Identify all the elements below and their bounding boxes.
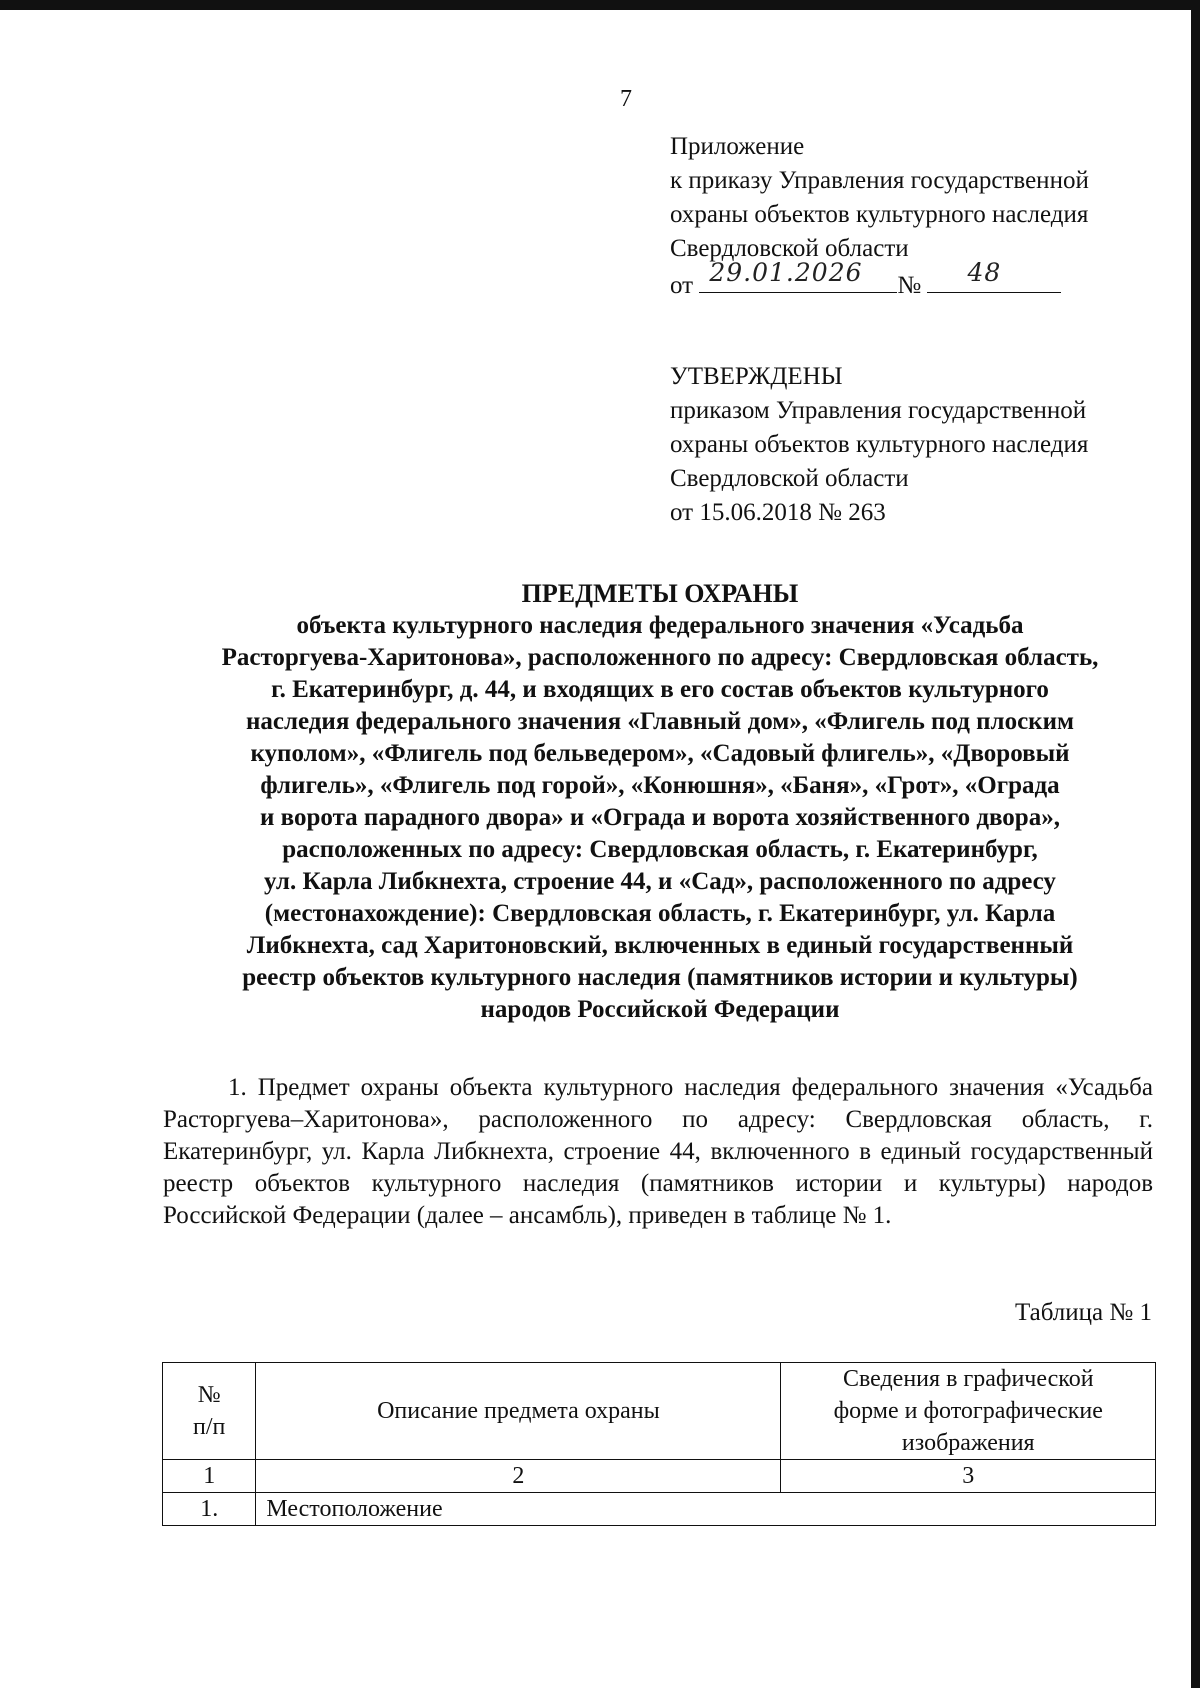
index-cell: 2	[256, 1460, 781, 1493]
document-heading	[160, 578, 1160, 1026]
header-number-abbrev: п/п	[193, 1414, 226, 1440]
handwritten-date: 29.01.2026	[709, 258, 863, 287]
header-number	[163, 1363, 256, 1460]
heading-line: реестр объектов культурного наследия (памятников истории и культуры)	[242, 964, 1078, 991]
body-paragraph: 1. Предмет охраны объекта культурного наследия федерального значения «Усадьба Расторгуева–Харитонова», расположенного по адресу: Свердловская область, г. Екатеринбург, ул. Карла Либкнехта, строение 44, включенного в единый государственный реестр объектов культурного наследия (памятников истории и культуры) народов Российской Федерации (далее – ансамбль), приведен в таблице № 1.	[163, 1074, 1153, 1229]
heading-line: (местонахождение): Свердловская область, г. Екатеринбург, ул. Карла	[264, 900, 1056, 927]
heading-line: флигель», «Флигель под горой», «Конюшня», «Баня», «Грот», «Ограда	[260, 772, 1060, 799]
heading-line: объекта культурного наследия федерального значения «Усадьба	[296, 612, 1024, 639]
approved-line: приказом Управления государственной	[670, 397, 1087, 424]
appendix-line: к приказу Управления государственной	[670, 167, 1089, 194]
heading-line: и ворота парадного двора» и «Ограда и ворота хозяйственного двора»,	[260, 804, 1060, 831]
appendix-line: охраны объектов культурного наследия	[670, 201, 1089, 228]
table-label: Таблица № 1	[1014, 1299, 1152, 1326]
approved-line: охраны объектов культурного наследия	[670, 431, 1089, 458]
table-header-row	[163, 1363, 1156, 1460]
heading-line: народов Российской Федерации	[480, 996, 840, 1023]
header-graphics-line: форме и фотографические	[833, 1398, 1103, 1424]
header-description: Описание предмета охраны	[256, 1363, 781, 1460]
table-row	[163, 1493, 1156, 1526]
heading-line: Расторгуева-Харитонова», расположенного по адресу: Свердловская область,	[221, 644, 1099, 671]
header-graphics-line: изображения	[901, 1430, 1035, 1456]
scan-edge-right	[1191, 0, 1200, 1688]
date-prefix: от	[670, 272, 694, 299]
number-field	[927, 258, 1061, 293]
protection-table	[162, 1362, 1156, 1526]
heading-line: расположенных по адресу: Свердловская область, г. Екатеринбург,	[282, 836, 1038, 863]
heading-line: ул. Карла Либкнехта, строение 44, и «Сад», расположенного по адресу	[264, 868, 1056, 895]
approved-line: Свердловской области	[670, 465, 909, 492]
row-number: 1.	[163, 1493, 256, 1526]
header-number-sign: №	[197, 1382, 221, 1408]
heading-line: куполом», «Флигель под бельведером», «Садовый флигель», «Дворовый	[250, 740, 1070, 767]
appendix-title: Приложение	[670, 133, 805, 160]
heading-line: Либкнехта, сад Харитоновский, включенных в единый государственный	[246, 932, 1074, 959]
heading-line: г. Екатеринбург, д. 44, и входящих в его состав объектов культурного	[271, 676, 1049, 703]
header-graphics	[781, 1363, 1156, 1460]
row-section-title: Местоположение	[256, 1493, 1156, 1526]
heading-main: ПРЕДМЕТЫ ОХРАНЫ	[521, 579, 799, 608]
approved-date: от 15.06.2018 № 263	[670, 499, 886, 526]
appendix-date-line	[670, 258, 1089, 303]
appendix-line: Свердловской области	[670, 235, 909, 262]
index-cell: 3	[781, 1460, 1156, 1493]
index-cell: 1	[163, 1460, 256, 1493]
date-field	[699, 258, 897, 293]
header-graphics-line: Сведения в графической	[842, 1366, 1094, 1392]
handwritten-number: 48	[967, 258, 1002, 287]
table-index-row	[163, 1460, 1156, 1493]
appendix-block	[670, 130, 1089, 303]
number-prefix: №	[897, 272, 922, 299]
approved-block	[670, 360, 1088, 530]
approved-title: УТВЕРЖДЕНЫ	[670, 363, 843, 390]
page-number: 7	[620, 86, 632, 112]
scan-edge-top	[0, 0, 1200, 10]
heading-line: наследия федерального значения «Главный дом», «Флигель под плоским	[245, 708, 1074, 735]
